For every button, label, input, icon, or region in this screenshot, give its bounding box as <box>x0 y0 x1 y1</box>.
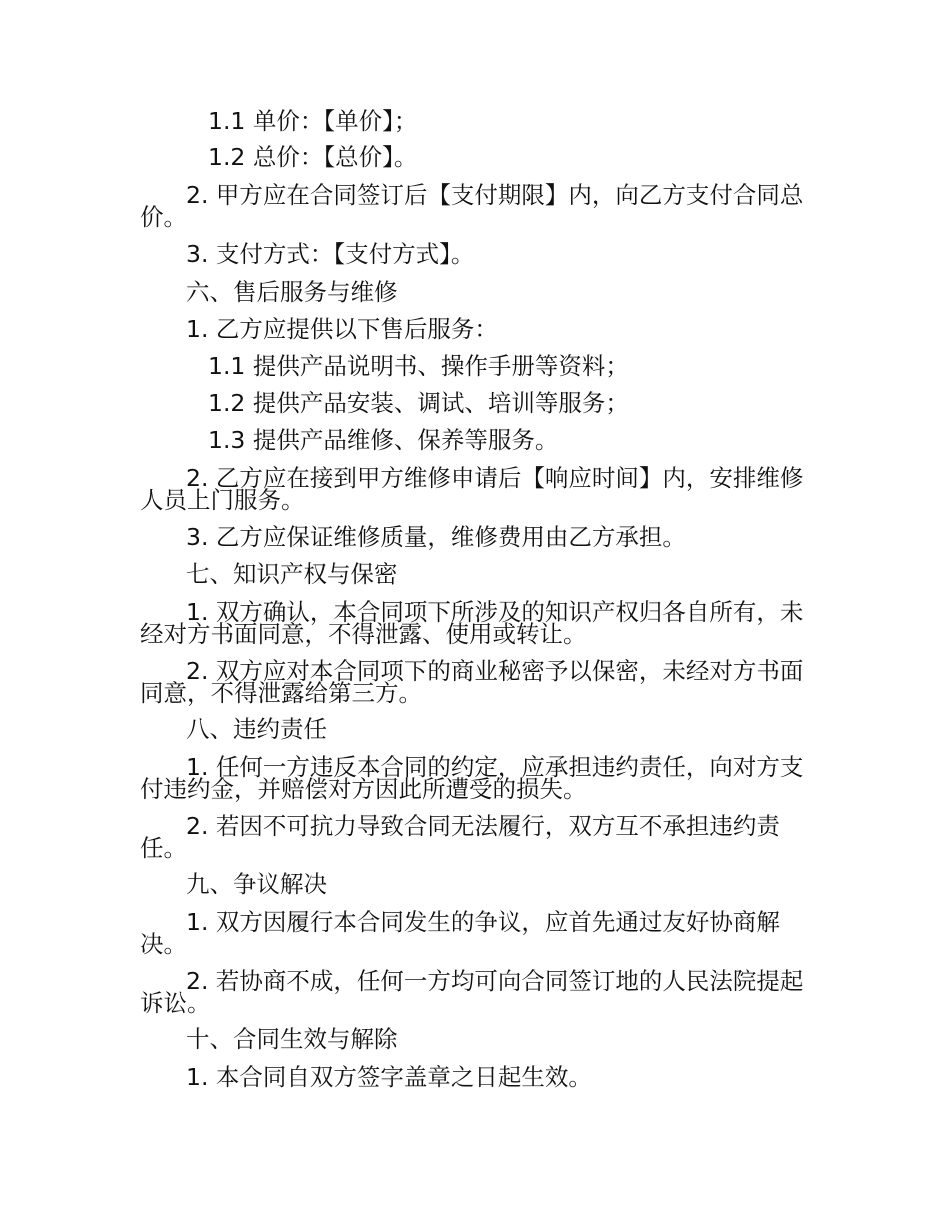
clause-maintenance: 1.3 提供产品维修、保养等服务。 <box>208 426 559 454</box>
clause-effective-date: 1. 本合同自双方签字盖章之日起生效。 <box>186 1063 592 1091</box>
clause-after-sales-services: 1. 乙方应提供以下售后服务： <box>186 315 498 343</box>
section-heading-effect-termination: 十、合同生效与解除 <box>186 1025 398 1053</box>
clause-breach: 1. 任何一方违反本合同的约定，应承担违约责任，向对方支付违约金，并赔偿对方因此所遭受的损失。 <box>140 753 804 803</box>
section-heading-liability: 八、违约责任 <box>186 715 327 743</box>
clause-trade-secrets: 2. 双方应对本合同项下的商业秘密予以保密，未经对方书面同意，不得泄露给第三方。 <box>140 657 804 707</box>
clause-response-time: 2. 乙方应在接到甲方维修申请后【响应时间】内，安排维修人员上门服务。 <box>140 464 804 514</box>
clause-repair-quality: 3. 乙方应保证维修质量，维修费用由乙方承担。 <box>186 523 686 551</box>
clause-payment-term: 2. 甲方应在合同签订后【支付期限】内，向乙方支付合同总价。 <box>140 181 804 231</box>
clause-installation: 1.2 提供产品安装、调试、培训等服务； <box>208 389 629 417</box>
section-heading-after-sales: 六、售后服务与维修 <box>186 278 398 306</box>
clause-payment-method: 3. 支付方式：【支付方式】。 <box>186 240 475 268</box>
clause-total-price: 1.2 总价：【总价】。 <box>208 143 418 171</box>
clause-negotiation: 1. 双方因履行本合同发生的争议，应首先通过友好协商解决。 <box>140 908 780 958</box>
clause-unit-price: 1.1 单价：【单价】； <box>208 107 418 135</box>
section-heading-dispute: 九、争议解决 <box>186 870 327 898</box>
clause-manuals: 1.1 提供产品说明书、操作手册等资料； <box>208 352 629 380</box>
section-heading-ip-confidentiality: 七、知识产权与保密 <box>186 560 398 588</box>
clause-force-majeure: 2. 若因不可抗力导致合同无法履行，双方互不承担违约责任。 <box>140 812 780 862</box>
clause-ip-ownership: 1. 双方确认，本合同项下所涉及的知识产权归各自所有，未经对方书面同意，不得泄露、使用或转让。 <box>140 598 804 648</box>
clause-litigation: 2. 若协商不成，任何一方均可向合同签订地的人民法院提起诉讼。 <box>140 967 804 1017</box>
